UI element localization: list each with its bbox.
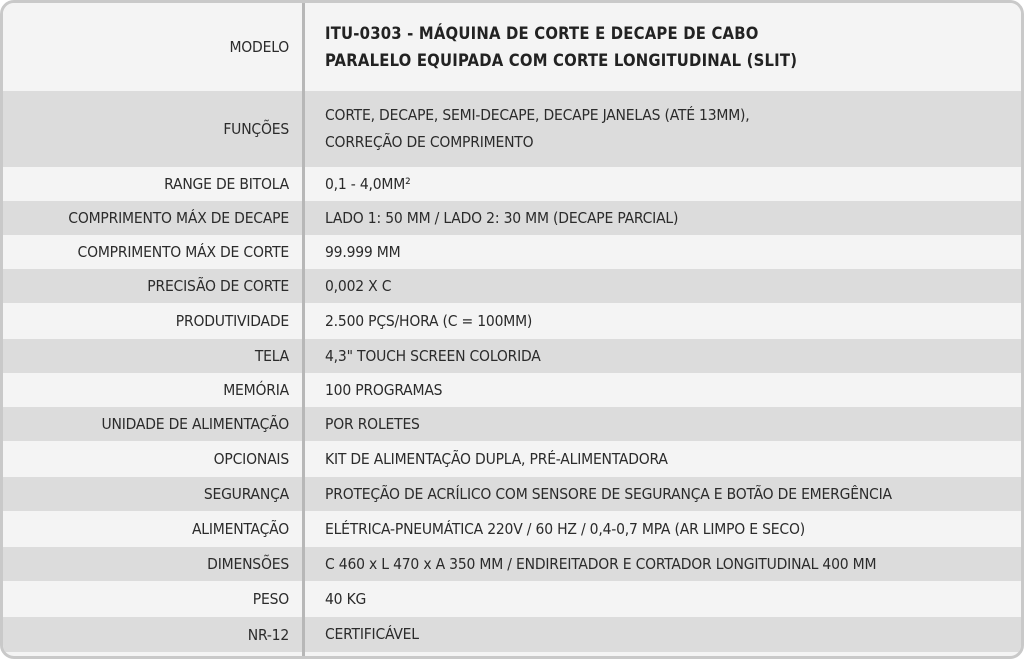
row-label: MEMÓRIA xyxy=(223,381,289,399)
row-value xyxy=(303,20,1021,74)
table-row-comprimento-decape xyxy=(3,201,1021,235)
table-row-precisao-corte xyxy=(3,269,1021,303)
row-value: PROTEÇÃO DE ACRÍLICO COM SENSORE DE SEGURANÇA E BOTÃO DE EMERGÊNCIA xyxy=(325,484,892,503)
table-row-unidade-alimentacao xyxy=(3,407,1021,441)
row-label: SEGURANÇA xyxy=(203,485,289,503)
spec-table xyxy=(3,3,1021,652)
model-title-line-1: ITU-0303 - MÁQUINA DE CORTE E DECAPE DE CABO xyxy=(325,24,759,43)
row-value: 100 PROGRAMAS xyxy=(325,380,443,399)
row-label: PRECISÃO DE CORTE xyxy=(147,277,289,295)
table-row-peso xyxy=(3,581,1021,617)
table-row-memoria xyxy=(3,373,1021,407)
row-value: KIT DE ALIMENTAÇÃO DUPLA, PRÉ-ALIMENTADORA xyxy=(325,449,668,468)
row-value: CERTIFICÁVEL xyxy=(325,625,419,643)
row-label: MODELO xyxy=(229,38,289,56)
row-value xyxy=(303,102,1021,156)
row-value: 4,3" TOUCH SCREEN COLORIDA xyxy=(325,346,541,365)
row-value: ELÉTRICA-PNEUMÁTICA 220V / 60 HZ / 0,4-0,7 MPA (AR LIMPO E SECO) xyxy=(325,519,805,538)
row-value: 0,1 - 4,0MM² xyxy=(325,174,411,193)
row-value: LADO 1: 50 MM / LADO 2: 30 MM (DECAPE PARCIAL) xyxy=(325,208,679,227)
row-label: COMPRIMENTO MÁX DE CORTE xyxy=(77,243,289,261)
table-row-dimensoes xyxy=(3,547,1021,581)
value-line-2: CORREÇÃO DE COMPRIMENTO xyxy=(325,133,534,151)
row-label: FUNÇÕES xyxy=(223,120,289,138)
row-value: POR ROLETES xyxy=(325,414,420,433)
table-row-nr-12 xyxy=(3,617,1021,652)
row-value: 0,002 X C xyxy=(325,276,392,295)
model-title-line-2: PARALELO EQUIPADA COM CORTE LONGITUDINAL (SLIT) xyxy=(325,51,798,70)
row-label: PRODUTIVIDADE xyxy=(175,312,289,330)
table-row-range-bitola xyxy=(3,167,1021,201)
column-divider xyxy=(302,3,305,656)
table-row-alimentacao xyxy=(3,511,1021,547)
row-value: 99.999 MM xyxy=(325,242,401,261)
table-row-funcoes xyxy=(3,91,1021,167)
row-label: UNIDADE DE ALIMENTAÇÃO xyxy=(101,415,289,433)
row-label: TELA xyxy=(254,347,289,365)
row-label: RANGE DE BITOLA xyxy=(164,175,289,193)
row-label: DIMENSÕES xyxy=(207,555,289,573)
row-value: C 460 x L 470 x A 350 MM / ENDIREITADOR E CORTADOR LONGITUDINAL 400 MM xyxy=(325,554,877,573)
row-value: 2.500 PÇS/HORA (C = 100MM) xyxy=(325,311,533,330)
table-row-opcionais xyxy=(3,441,1021,477)
row-label: OPCIONAIS xyxy=(213,450,289,468)
row-value: 40 KG xyxy=(325,589,367,608)
table-row-comprimento-corte xyxy=(3,235,1021,269)
row-label: NR-12 xyxy=(247,625,289,644)
table-row-produtividade xyxy=(3,303,1021,339)
value-line-1: CORTE, DECAPE, SEMI-DECAPE, DECAPE JANELAS (ATÉ 13MM), xyxy=(325,106,750,124)
row-label: ALIMENTAÇÃO xyxy=(191,520,289,538)
row-label: COMPRIMENTO MÁX DE DECAPE xyxy=(68,209,289,227)
row-label: PESO xyxy=(252,590,289,608)
table-row-seguranca xyxy=(3,477,1021,511)
table-row-modelo xyxy=(3,3,1021,91)
table-row-tela xyxy=(3,339,1021,373)
